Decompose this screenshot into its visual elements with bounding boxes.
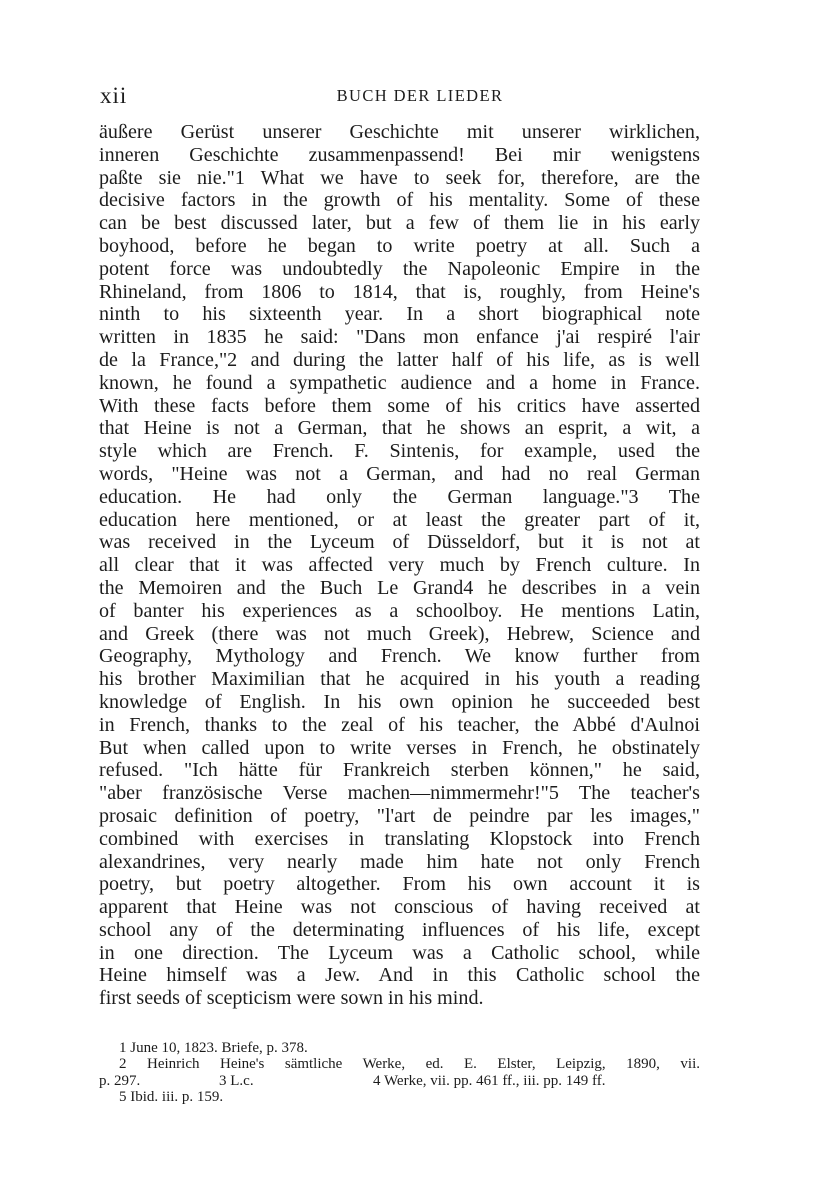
text-line: inneren Geschichte zusammenpassend! Bei mir wenigstens xyxy=(99,143,700,166)
text-line: knowledge of English. In his own opinion he succeeded best xyxy=(99,690,700,713)
text-line: ninth to his sixteenth year. In a short biographical note xyxy=(99,303,700,326)
text-line: education. He had only the German language."3 The xyxy=(99,485,700,508)
text-line: potent force was undoubtedly the Napoleonic Empire in the xyxy=(99,257,700,280)
text-line: boyhood, before he began to write poetry at all. Such a xyxy=(99,234,700,257)
text-line: written in 1835 he said: "Dans mon enfance j'ai respiré l'air xyxy=(99,326,700,349)
text-line: äußere Gerüst unserer Geschichte mit unserer wirklichen, xyxy=(99,121,700,143)
text-line: decisive factors in the growth of his mentality. Some of these xyxy=(99,189,700,212)
text-line: that Heine is not a German, that he shows an esprit, a wit, a xyxy=(99,417,700,440)
text-line: paßte sie nie."1 What we have to seek for, therefore, are the xyxy=(99,166,700,189)
text-line: in French, thanks to the zeal of his teacher, the Abbé d'Aulnoi xyxy=(99,713,700,736)
text-line: first seeds of scepticism were sown in his mind. xyxy=(99,987,484,1010)
text-line: combined with exercises in translating Klopstock into French xyxy=(99,827,700,850)
text-line: all clear that it was affected very much by French culture. In xyxy=(99,554,700,577)
text-line: his brother Maximilian that he acquired in his youth a reading xyxy=(99,668,700,691)
footnote-2-continued xyxy=(99,1073,700,1089)
text-line: prosaic definition of poetry, "l'art de peindre par les images," xyxy=(99,804,700,827)
text-line: in one direction. The Lyceum was a Catholic school, while xyxy=(99,941,700,964)
text-line: the Memoiren and the Buch Le Grand4 he describes in a vein xyxy=(99,576,700,599)
body-text xyxy=(99,121,700,1010)
text-line: was received in the Lyceum of Düsseldorf, but it is not at xyxy=(99,531,700,554)
text-line: apparent that Heine was not conscious of having received at xyxy=(99,896,700,919)
text-line: known, he found a sympathetic audience and a home in France. xyxy=(99,371,700,394)
text-line: and Greek (there was not much Greek), Hebrew, Science and xyxy=(99,622,700,645)
text-line: of banter his experiences as a schoolboy. He mentions Latin, xyxy=(99,599,700,622)
text-line: Rhineland, from 1806 to 1814, that is, roughly, from Heine's xyxy=(99,280,700,303)
footnote-1: 1 June 10, 1823. Briefe, p. 378. xyxy=(119,1040,308,1056)
footnote-3: 3 L.c. xyxy=(219,1072,254,1089)
page-number: xii xyxy=(100,83,128,108)
text-line: With these facts before them some of his critics have asserted xyxy=(99,394,700,417)
footnote-5: 5 Ibid. iii. p. 159. xyxy=(119,1089,224,1106)
text-line: Heine himself was a Jew. And in this Catholic school the xyxy=(99,964,700,987)
text-line: can be best discussed later, but a few of them lie in his early xyxy=(99,212,700,235)
text-line: school any of the determinating influences of his life, except xyxy=(99,918,700,941)
text-line: But when called upon to write verses in French, he obstinately xyxy=(99,736,700,759)
text-line: education here mentioned, or at least the greater part of it, xyxy=(99,508,700,531)
text-line: Geography, Mythology and French. We know further from xyxy=(99,645,700,668)
footnote-4: 4 Werke, vii. pp. 461 ff., iii. pp. 149 ff. xyxy=(373,1072,606,1089)
text-line: alexandrines, very nearly made him hate not only French xyxy=(99,850,700,873)
footnote-2: 2 Heinrich Heine's sämtliche Werke, ed. E. Elster, Leipzig, 1890, vii. xyxy=(119,1056,700,1073)
footnote-2-page: p. 297. xyxy=(99,1072,141,1089)
text-line: style which are French. F. Sintenis, for example, used the xyxy=(99,440,700,463)
footnotes xyxy=(99,1040,700,1106)
text-line: words, "Heine was not a German, and had no real German xyxy=(99,462,700,485)
running-title: BUCH DER LIEDER xyxy=(336,86,504,105)
text-line: refused. "Ich hätte für Frankreich sterben können," he said, xyxy=(99,759,700,782)
text-line: poetry, but poetry altogether. From his own account it is xyxy=(99,873,700,896)
text-line: "aber französische Verse machen—nimmermehr!"5 The teacher's xyxy=(99,782,700,805)
text-line: de la France,"2 and during the latter half of his life, as is well xyxy=(99,348,700,371)
